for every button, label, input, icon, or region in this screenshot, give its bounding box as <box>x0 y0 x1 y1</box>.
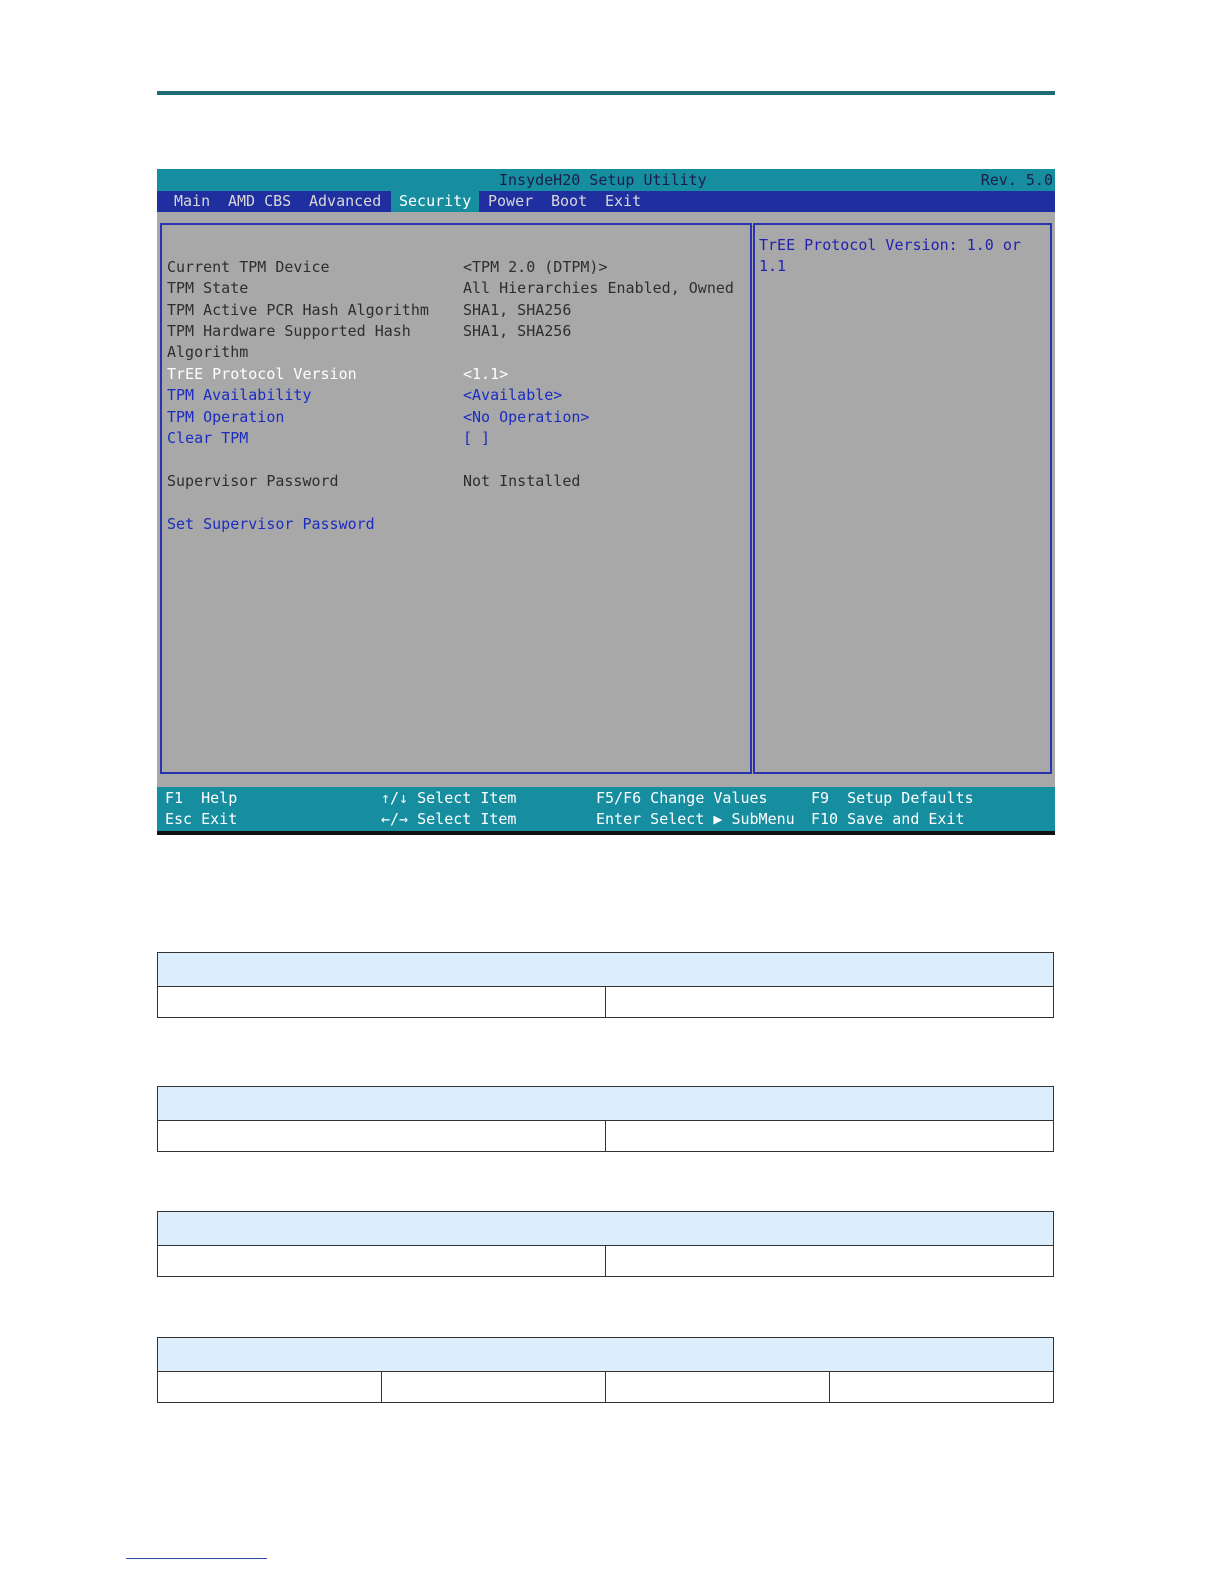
setting-value[interactable]: <Available> <box>463 386 563 404</box>
tab-advanced[interactable]: Advanced <box>309 192 382 210</box>
bios-app-title: InsydeH20 Setup Utility <box>499 171 707 189</box>
setting-label: TPM Active PCR Hash Algorithm <box>167 301 429 319</box>
table-cell <box>158 1246 606 1276</box>
setting-value: Not Installed <box>463 472 581 490</box>
setting-label: TrEE Protocol Version <box>167 365 357 383</box>
table-header <box>158 1087 1053 1121</box>
table-cell <box>158 987 606 1017</box>
setting-value: All Hierarchies Enabled, Owned <box>463 279 734 297</box>
tab-security[interactable]: Security <box>391 191 479 212</box>
tab-exit[interactable]: Exit <box>605 192 642 210</box>
help-panel <box>753 223 1052 774</box>
setting-label: TPM Hardware Supported Hash <box>167 322 411 340</box>
tab-main[interactable]: Main <box>174 192 211 210</box>
tab-amd-cbs[interactable]: AMD CBS <box>228 192 292 210</box>
screenshot-bottom-edge <box>157 831 1055 835</box>
key-f10-save-exit: F10 Save and Exit <box>811 810 965 828</box>
tab-power[interactable]: Power <box>488 192 534 210</box>
setting-value: SHA1, SHA256 <box>463 301 572 319</box>
table-cell <box>382 1372 606 1402</box>
table-cell <box>830 1372 1053 1402</box>
setting-value[interactable]: <1.1> <box>463 365 509 383</box>
setting-label[interactable]: Set Supervisor Password <box>167 515 375 533</box>
table-cell <box>606 1372 830 1402</box>
page-footer-rule <box>126 1558 267 1559</box>
setting-label: TPM Operation <box>167 408 285 426</box>
key-esc-exit: Esc Exit <box>165 810 238 828</box>
key-f1-help: F1 Help <box>165 789 238 807</box>
table-cell <box>606 1246 1053 1276</box>
key-left-right-select: ←/→ Select Item <box>381 810 517 828</box>
setting-label: Current TPM Device <box>167 258 330 276</box>
table-cell <box>158 1372 382 1402</box>
table-row <box>158 987 1053 1017</box>
key-legend-bar <box>157 787 1055 831</box>
key-enter-submenu: Enter Select ▶ SubMenu <box>596 810 795 828</box>
page-header-rule <box>157 91 1055 95</box>
row-set-supervisor-password[interactable] <box>167 514 375 598</box>
setting-value: SHA1, SHA256 <box>463 322 572 340</box>
bios-revision: Rev. 5.0 <box>980 171 1053 189</box>
empty-table-4 <box>157 1337 1054 1403</box>
bios-setup-screenshot <box>157 169 1055 835</box>
setting-label: TPM State <box>167 279 249 297</box>
key-f9-defaults: F9 Setup Defaults <box>811 789 974 807</box>
empty-table-2 <box>157 1086 1054 1152</box>
key-up-down-select: ↑/↓ Select Item <box>381 789 517 807</box>
empty-table-3 <box>157 1211 1054 1277</box>
table-row <box>158 1246 1053 1276</box>
table-cell <box>606 1121 1053 1151</box>
clear-tpm-checkbox[interactable]: [ ] <box>463 429 491 447</box>
table-row <box>158 1121 1053 1151</box>
setting-label: Clear TPM <box>167 429 249 447</box>
table-cell <box>158 1121 606 1151</box>
setting-value: <TPM 2.0 (DTPM)> <box>463 258 608 276</box>
bios-menu-bar <box>157 191 1055 212</box>
setting-value[interactable]: <No Operation> <box>463 408 590 426</box>
table-header <box>158 1212 1053 1246</box>
table-header <box>158 953 1053 987</box>
table-row <box>158 1372 1053 1402</box>
setting-label: TPM Availability <box>167 386 312 404</box>
tab-boot[interactable]: Boot <box>551 192 588 210</box>
table-cell <box>606 987 1053 1017</box>
key-f5-f6-change: F5/F6 Change Values <box>596 789 768 807</box>
empty-table-1 <box>157 952 1054 1018</box>
setting-label: Algorithm <box>167 343 249 361</box>
help-text: TrEE Protocol Version: 1.0 or 1.1 <box>759 236 1021 275</box>
settings-panel <box>160 223 752 774</box>
bios-title-bar <box>157 169 1055 191</box>
setting-label: Supervisor Password <box>167 472 339 490</box>
table-header <box>158 1338 1053 1372</box>
